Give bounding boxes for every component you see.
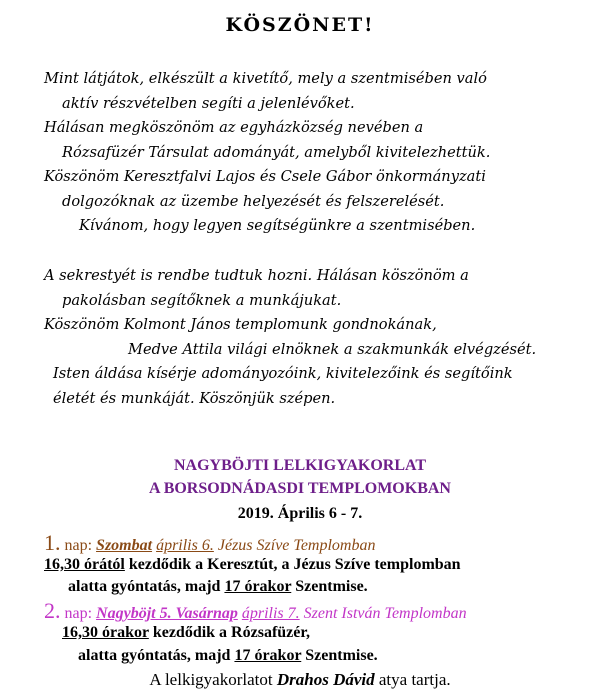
retreat-leader: Drahos Dávid: [276, 670, 375, 689]
day1-header: [44, 530, 375, 556]
day1-nap: nap:: [64, 537, 93, 554]
day2-time1: 16,30 órakor: [62, 624, 149, 641]
day1-line1-rest: kezdődik a Keresztút, a Jézus Szíve templomban: [124, 556, 461, 573]
footer-after: atya tartja.: [374, 670, 451, 689]
day1-day-name: Szombat: [96, 537, 153, 554]
thanks-line: életét és munkáját. Köszönjük szépen.: [53, 390, 336, 407]
day1-date: április 6.: [156, 537, 214, 554]
day2-number: 2.: [44, 598, 61, 623]
day1-time2: 17 órakor: [224, 578, 292, 595]
retreat-date: 2019. Április 6 - 7.: [237, 505, 363, 522]
day1-line1: [44, 556, 461, 574]
day2-time2: 17 órakor: [234, 647, 302, 664]
thanks-line: Köszönöm Keresztfalvi Lajos és Csele Gábor önkormányzati: [44, 168, 486, 185]
retreat-title: NAGYBÖJTI LELKIGYAKORLAT: [173, 457, 427, 474]
thanks-line: Kívánom, hogy legyen segítségünkre a szentmisében.: [79, 217, 476, 234]
day2-line2-start: alatta gyóntatás, majd: [78, 647, 235, 664]
day1-time1: 16,30 órától: [44, 556, 125, 573]
day2-line2-end: Szentmise.: [301, 647, 378, 664]
day2-header: [44, 598, 467, 624]
day1-line2-start: alatta gyóntatás, majd: [68, 578, 225, 595]
day2-line1: [62, 624, 310, 642]
day2-church: Szent István Templomban: [303, 605, 467, 622]
retreat-subtitle: A BORSODNÁDASDI TEMPLOMOKBAN: [149, 480, 451, 497]
thanks-line: dolgozóknak az üzembe helyezését és felszerelését.: [62, 193, 445, 210]
day2-line2: [78, 647, 378, 665]
thanks-line: Medve Attila világi elnöknek a szakmunkák elvégzését.: [128, 341, 537, 358]
day2-date: április 7.: [241, 605, 300, 622]
page-title: KÖSZÖNET!: [225, 14, 375, 36]
retreat-footer: [0, 670, 600, 690]
thanks-line: A sekrestyét is rendbe tudtuk hozni. Hálásan köszönöm a: [44, 267, 469, 284]
day1-church: Jézus Szíve Templomban: [217, 537, 376, 554]
thanks-line: Isten áldása kísérje adományozóink, kivitelezőink és segítőink: [53, 365, 513, 382]
thanks-line: Köszönöm Kolmont János templomunk gondnokának,: [44, 316, 437, 333]
day2-nap: nap:: [64, 605, 93, 622]
thanks-line: Rózsafüzér Társulat adományát, amelyből kivitelezhettük.: [62, 144, 491, 161]
thanks-line: aktív részvételben segíti a jelenlévőket.: [62, 95, 355, 112]
footer-before: A lelkigyakorlatot: [149, 670, 277, 689]
day1-line2-end: Szentmise.: [291, 578, 368, 595]
thanks-line: Hálásan megköszönöm az egyházközség nevében a: [44, 119, 424, 136]
day2-line1-rest: kezdődik a Rózsafüzér,: [148, 624, 310, 641]
day1-line2: [68, 578, 368, 596]
day2-day-name: Nagyböjt 5. Vasárnap: [96, 605, 238, 622]
thanks-line: Mint látjátok, elkészült a kivetítő, mely a szentmisében való: [44, 70, 487, 87]
day1-number: 1.: [44, 530, 61, 555]
thanks-line: pakolásban segítőknek a munkájukat.: [62, 292, 342, 309]
